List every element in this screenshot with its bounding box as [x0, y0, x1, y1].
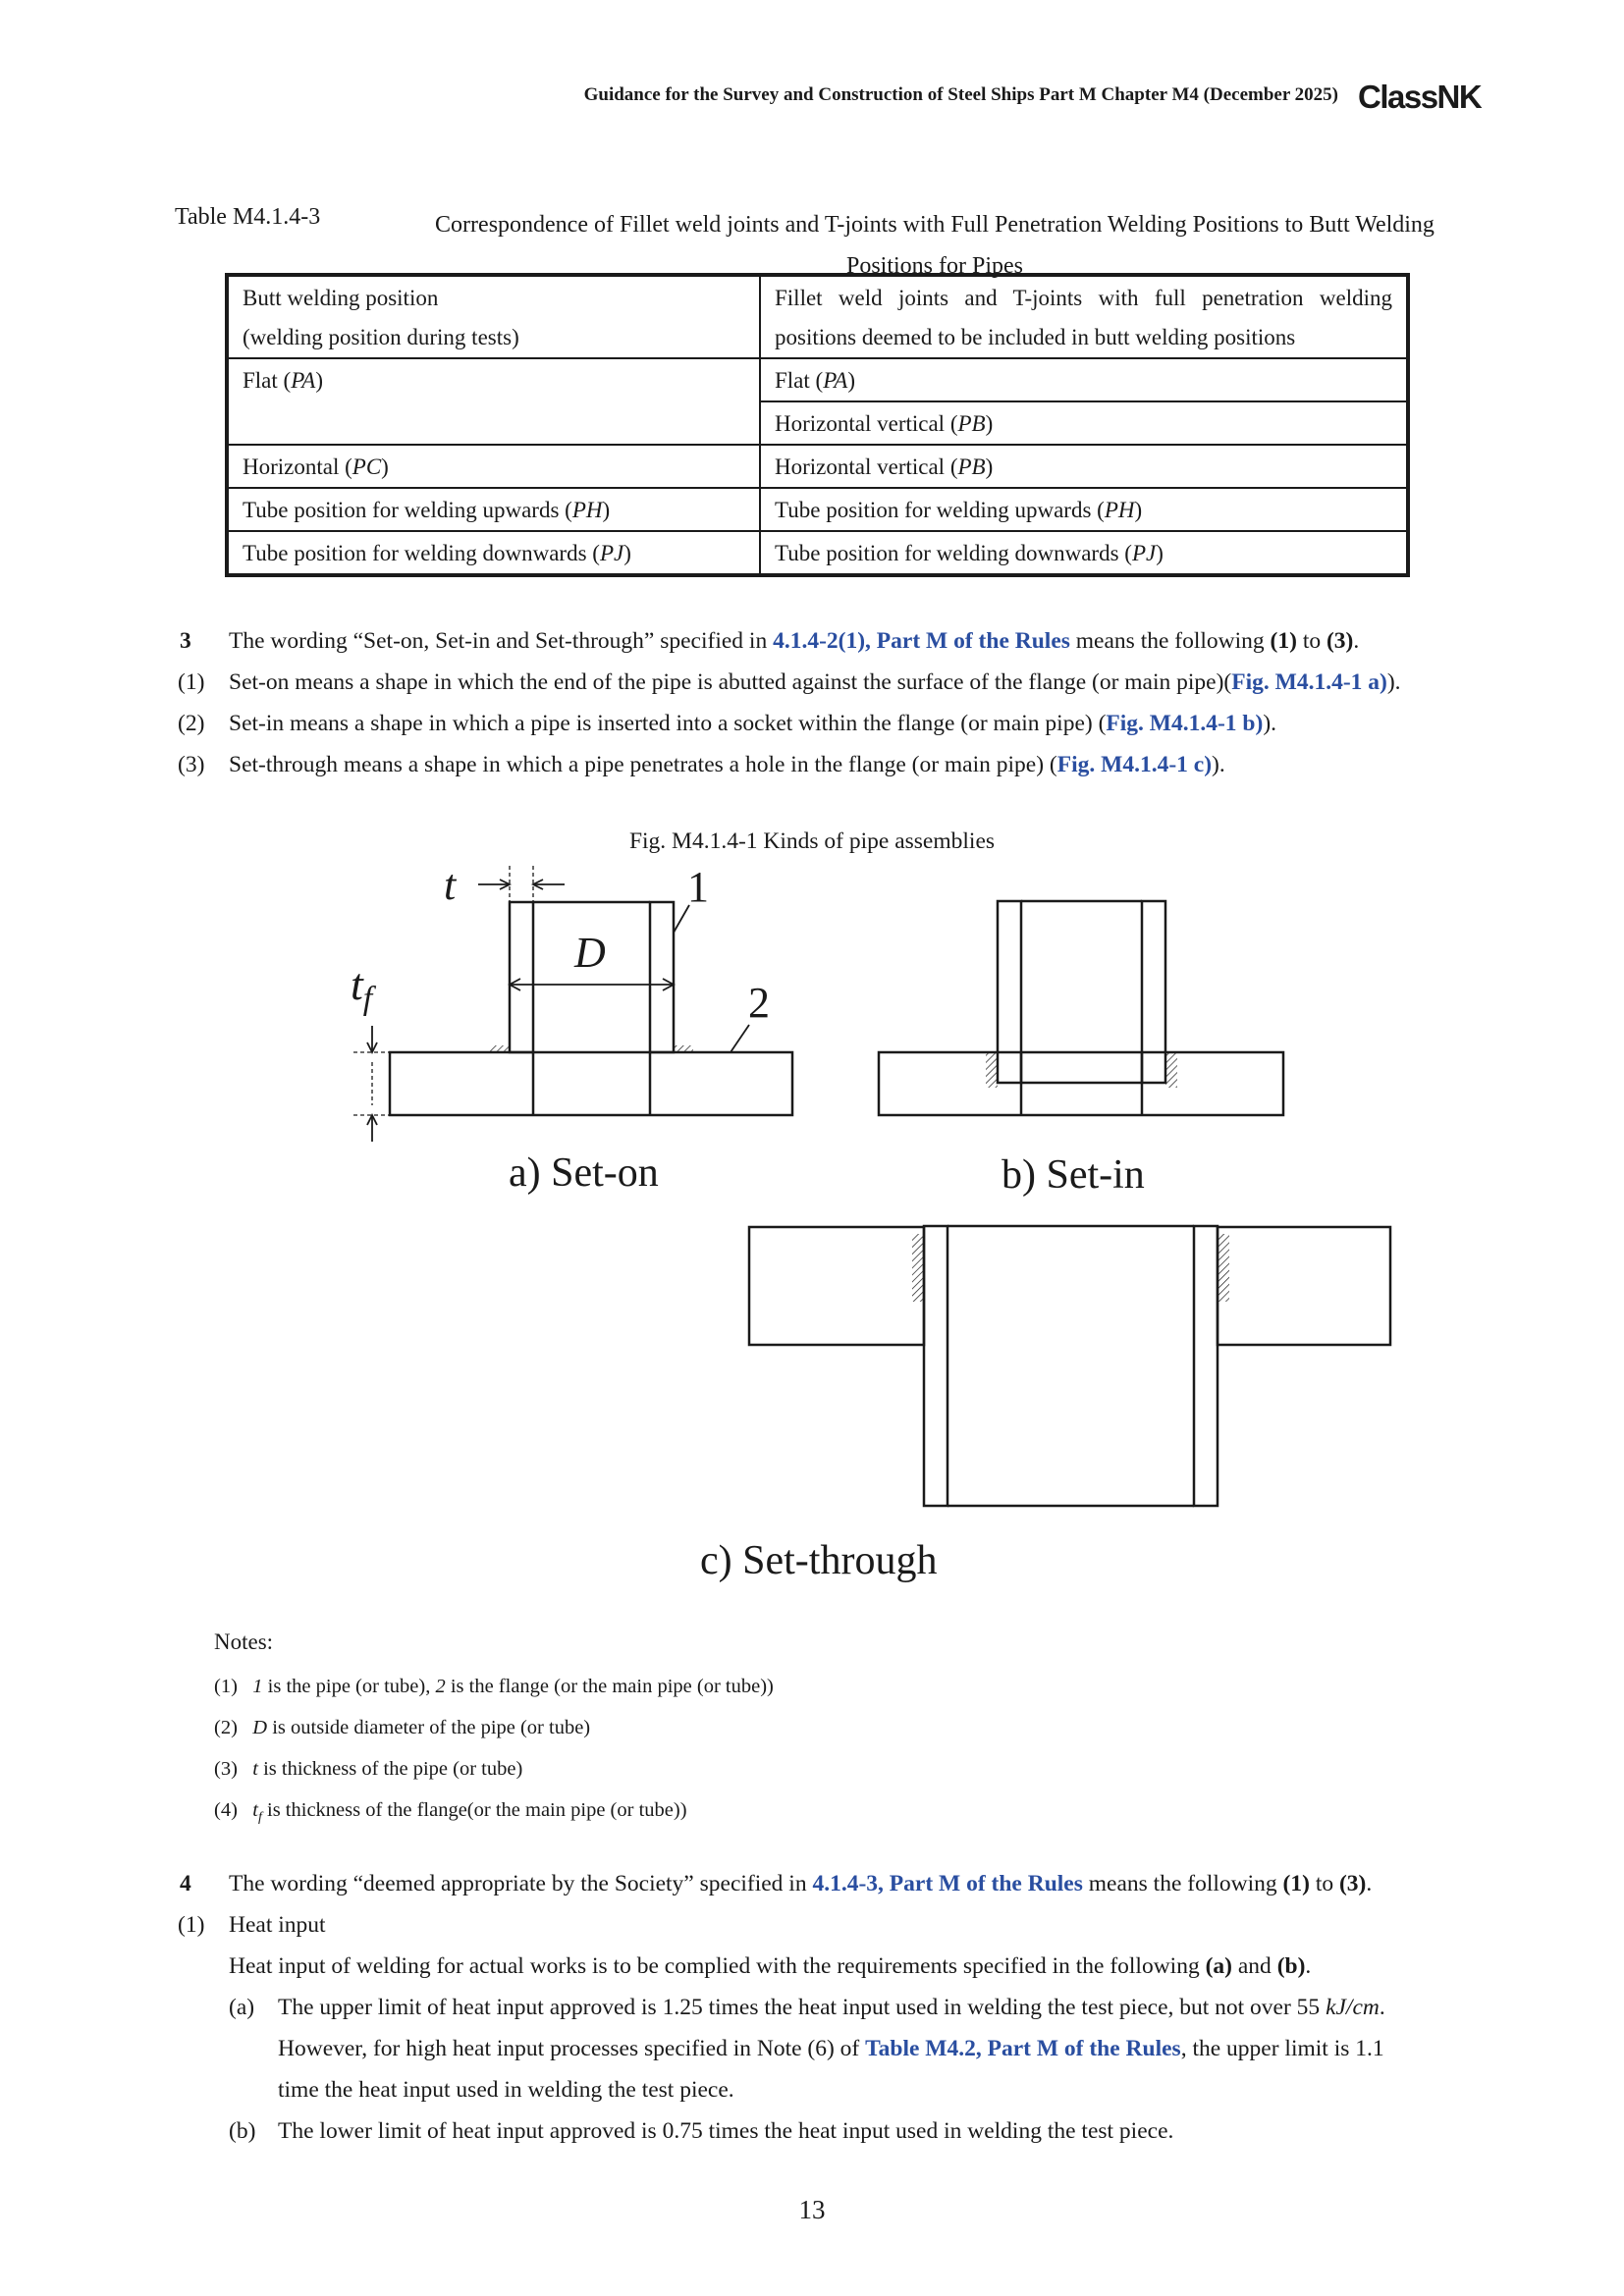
table-header-right: [760, 275, 1408, 358]
table-caption: Correspondence of Fillet weld joints and T-joints with Full Penetration Welding Positions to Butt Welding Positions for Pipes: [435, 212, 1435, 279]
item-number: (b): [229, 2118, 256, 2144]
table-cell: Tube position for welding downwards (PJ): [760, 531, 1408, 575]
list-item: Set-on means a shape in which the end of the pipe is abutted against the surface of the flange (or main pipe)(Fig. M4.1.4-1 a)).: [229, 669, 1401, 695]
set-through-drawing: [749, 1226, 1390, 1506]
sub-item-a-line3: time the heat input used in welding the test piece.: [278, 2077, 734, 2103]
header-left-line2: (welding position during tests): [243, 325, 519, 349]
item-number: (2): [178, 711, 205, 736]
welding-position-table: [225, 273, 1410, 577]
set-on-drawing: [353, 866, 792, 1142]
table-row: [227, 358, 1408, 401]
table-row: [227, 488, 1408, 531]
figure-link[interactable]: Fig. M4.1.4-1 b): [1106, 711, 1264, 736]
list-item: Set-through means a shape in which a pipe penetrates a hole in the flange (or main pipe) (Fig. M4.1.4-1 c)).: [229, 752, 1225, 777]
symbol-D: D: [574, 929, 606, 977]
sub-item-b: The lower limit of heat input approved is 0.75 times the heat input used in welding the test piece.: [278, 2118, 1174, 2144]
header-right-line1: Fillet weld joints and T-joints with full penetration welding: [775, 286, 1392, 310]
rules-link[interactable]: 4.1.4-2(1), Part M of the Rules: [773, 628, 1070, 654]
note-item: (3) t is thickness of the pipe (or tube): [214, 1758, 523, 1780]
heat-input-text: Heat input of welding for actual works is to be complied with the requirements specified in the following (a) and (b).: [229, 1953, 1312, 1979]
page-header: [0, 79, 1624, 115]
table-cell: Flat (PA): [227, 358, 760, 445]
symbol-tf: $t_f$: [351, 959, 373, 1017]
pipe-assemblies-figure: [0, 844, 1624, 1590]
item-number: (1): [178, 669, 205, 695]
callout-1: 1: [687, 863, 709, 911]
table-cell: Tube position for welding upwards (PH): [227, 488, 760, 531]
header-left-line1: Butt welding position: [243, 286, 439, 310]
table-row: [227, 531, 1408, 575]
table-header-row: [227, 275, 1408, 358]
note-item: (1) 1 is the pipe (or tube), 2 is the flange (or the main pipe (or tube)): [214, 1676, 774, 1697]
figure-caption: Fig. M4.1.4-1 Kinds of pipe assemblies: [628, 828, 996, 854]
table-cell: Horizontal vertical (PB): [760, 445, 1408, 488]
item-number: (3): [178, 752, 205, 777]
table-label: Table M4.1.4-3: [175, 204, 321, 230]
para3-number: 3: [180, 628, 191, 654]
symbol-t: t: [444, 861, 457, 909]
figure-link[interactable]: Fig. M4.1.4-1 c): [1056, 752, 1213, 777]
para4-number: 4: [180, 1871, 191, 1896]
table-cell: Horizontal (PC): [227, 445, 760, 488]
table-cell: Horizontal vertical (PB): [760, 401, 1408, 445]
figure-link[interactable]: Fig. M4.1.4-1 a): [1231, 669, 1387, 695]
header-right-line2: positions deemed to be included in butt welding positions: [775, 325, 1296, 349]
header-title: Guidance for the Survey and Construction of Steel Ships Part M Chapter M4 (December 2025): [583, 84, 1338, 105]
table-row: [227, 445, 1408, 488]
callout-2: 2: [748, 979, 770, 1027]
notes-title: Notes:: [214, 1629, 274, 1654]
item-number: (a): [229, 1995, 255, 2020]
list-item: Set-in means a shape in which a pipe is inserted into a socket within the flange (or main pipe) (Fig. M4.1.4-1 b)).: [229, 711, 1277, 736]
item-number: (1): [178, 1912, 205, 1938]
note-item: (2) D is outside diameter of the pipe (or tube): [214, 1717, 591, 1738]
table-cell: Flat (PA): [760, 358, 1408, 401]
set-in-drawing: [879, 901, 1283, 1115]
table-cell: Tube position for welding upwards (PH): [760, 488, 1408, 531]
para3-text: The wording “Set-on, Set-in and Set-through” specified in 4.1.4-2(1), Part M of the Rules means the following (1) to (3).: [229, 628, 1360, 654]
heat-input-title: Heat input: [229, 1912, 326, 1938]
page-number: 13: [798, 2195, 826, 2224]
table-link[interactable]: Table M4.2, Part M of the Rules: [865, 2036, 1181, 2061]
para4-text: The wording “deemed appropriate by the Society” specified in 4.1.4-3, Part M of the Rules means the following (1) to (3).: [229, 1871, 1373, 1896]
note-item: (4) $t_f$ is thickness of the flange(or the main pipe (or tube)): [214, 1799, 687, 1826]
classnk-logo: ClassNK: [1358, 79, 1482, 115]
label-set-through: c) Set-through: [700, 1538, 938, 1583]
label-set-on: a) Set-on: [509, 1150, 659, 1196]
sub-item-a-line2: However, for high heat input processes specified in Note (6) of Table M4.2, Part M of the Rules, the upper limit is 1.1: [278, 2036, 1384, 2061]
rules-link[interactable]: 4.1.4-3, Part M of the Rules: [812, 1871, 1083, 1896]
table-cell: Tube position for welding downwards (PJ): [227, 531, 760, 575]
label-set-in: b) Set-in: [1001, 1152, 1145, 1198]
sub-item-a-line1: The upper limit of heat input approved is 1.25 times the heat input used in welding the test piece, but not over 55 kJ/cm.: [278, 1995, 1385, 2020]
table-header-left: [227, 275, 760, 358]
